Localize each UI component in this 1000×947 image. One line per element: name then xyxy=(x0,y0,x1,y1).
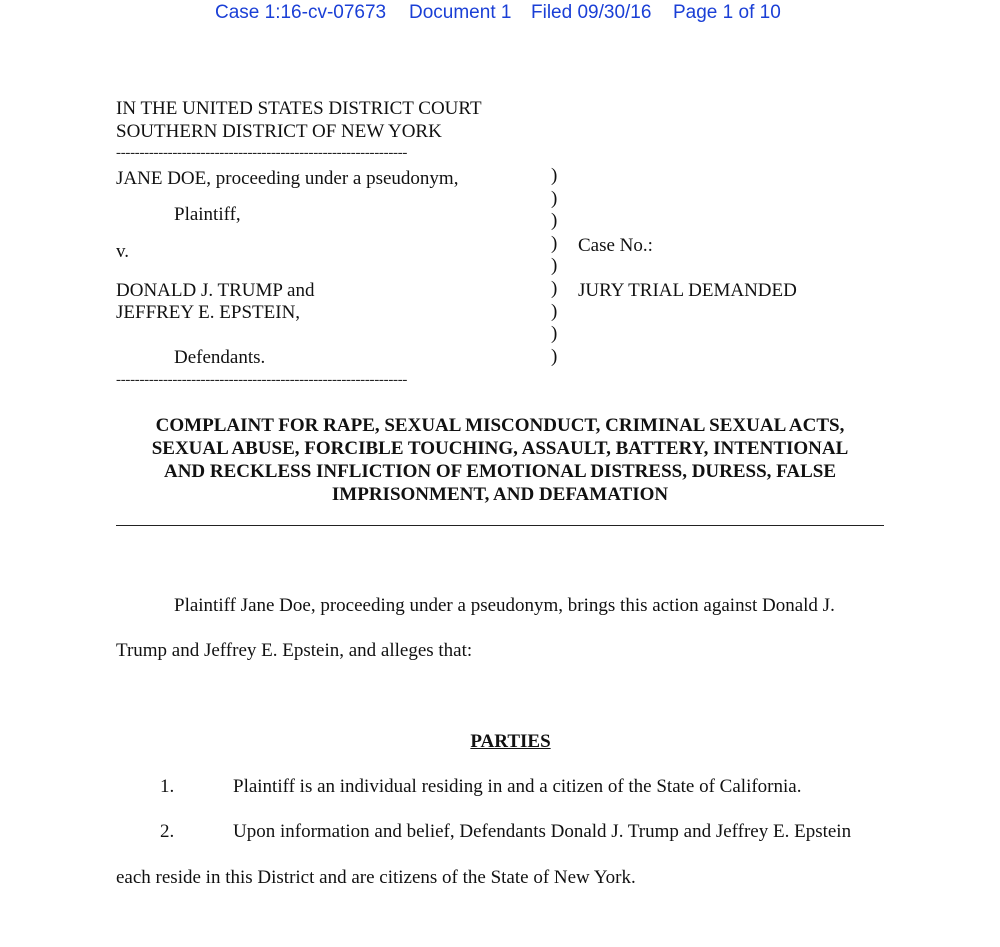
paren: ) xyxy=(551,232,558,254)
filed-date-stamp: Filed 09/30/16 xyxy=(531,2,652,23)
case-number-stamp: Case 1:16-cv-07673 xyxy=(215,2,387,23)
paragraph-1-text: Plaintiff is an individual residing in and a citizen of the State of California. xyxy=(233,776,802,797)
paren: ) xyxy=(551,345,558,367)
paren: ) xyxy=(551,277,558,299)
paren: ) xyxy=(551,255,558,277)
case-no-label: Case No.: xyxy=(578,235,653,256)
page-number-stamp: Page 1 of 10 xyxy=(673,2,781,23)
defendant-role: Defendants. xyxy=(174,347,266,368)
paragraph-2-line1: Upon information and belief, Defendants Donald J. Trump and Jeffrey E. Epstein xyxy=(233,821,852,842)
caption-divider-top: -------------------------------------------------------------- xyxy=(116,145,408,161)
paren: ) xyxy=(551,187,558,209)
document-number-stamp: Document 1 xyxy=(409,2,512,23)
versus: v. xyxy=(116,241,130,262)
paren: ) xyxy=(551,300,558,322)
complaint-title xyxy=(100,414,900,506)
intro-line2: Trump and Jeffrey E. Epstein, and alleges that: xyxy=(116,640,473,661)
paragraph-2-number: 2. xyxy=(160,821,175,842)
complaint-title-line2: SEXUAL ABUSE, FORCIBLE TOUCHING, ASSAULT, BATTERY, INTENTIONAL xyxy=(151,438,849,459)
complaint-title-line3: AND RECKLESS INFLICTION OF EMOTIONAL DISTRESS, DURESS, FALSE xyxy=(163,461,837,482)
paren: ) xyxy=(551,210,558,232)
defendant-line1: DONALD J. TRUMP and xyxy=(116,280,315,301)
paren: ) xyxy=(551,165,558,186)
jury-trial-demanded: JURY TRIAL DEMANDED xyxy=(578,280,797,301)
intro-line1: Plaintiff Jane Doe, proceeding under a pseudonym, brings this action against Donald J. xyxy=(174,595,835,616)
paren: ) xyxy=(551,323,558,345)
plaintiff-role: Plaintiff, xyxy=(174,204,241,225)
plaintiff-name: JANE DOE, proceeding under a pseudonym, xyxy=(116,168,459,189)
court-name-line2: SOUTHERN DISTRICT OF NEW YORK xyxy=(116,121,442,142)
defendant-line2: JEFFREY E. EPSTEIN, xyxy=(116,302,301,323)
caption-divider-bottom: -------------------------------------------------------------- xyxy=(116,372,408,388)
caption-paren-column xyxy=(551,165,557,368)
paragraph-1-number: 1. xyxy=(160,776,175,797)
court-name-line1: IN THE UNITED STATES DISTRICT COURT xyxy=(116,98,482,119)
parties-heading: PARTIES xyxy=(470,731,551,752)
title-underline xyxy=(116,525,884,526)
paragraph-2-line2: each reside in this District and are citizens of the State of New York. xyxy=(116,867,636,888)
complaint-title-line4: IMPRISONMENT, AND DEFAMATION xyxy=(331,484,669,505)
complaint-title-line1: COMPLAINT FOR RAPE, SEXUAL MISCONDUCT, CRIMINAL SEXUAL ACTS, xyxy=(155,415,845,436)
